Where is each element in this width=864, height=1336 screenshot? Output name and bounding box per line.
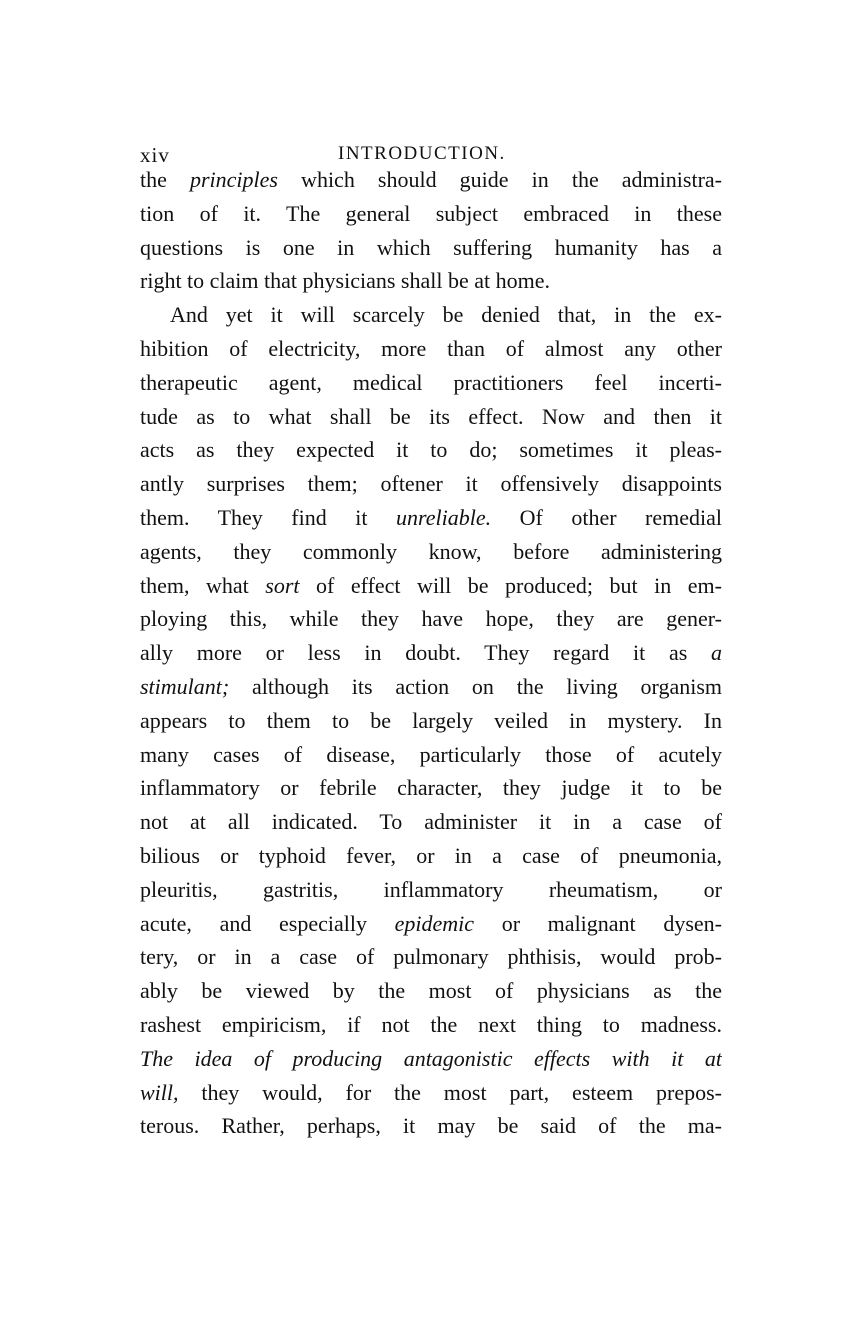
text-run: pleuritis, gastritis, inflammatory rheumatism, or (140, 876, 722, 902)
text-run: them, what (140, 572, 266, 598)
text-run: which should guide in the administra- (277, 167, 722, 192)
text-line (140, 298, 722, 332)
text-line (140, 704, 722, 738)
italic-text: will, (140, 1079, 179, 1105)
text-run: right to claim that physicians shall be at home. (140, 268, 550, 294)
italic-text: epidemic (394, 910, 475, 936)
text-run: terous. Rather, perhaps, it may be said of the ma- (140, 1113, 722, 1139)
text-line (140, 602, 722, 636)
text-line (140, 535, 722, 569)
text-line (140, 231, 722, 265)
text-run: acute, and especially (140, 910, 395, 936)
text-line (140, 738, 722, 772)
text-run: them. They find it (140, 504, 396, 530)
text-line (140, 264, 722, 298)
text-run: antly surprises them; oftener it offensively disappoints (140, 471, 722, 497)
running-title: INTRODUCTION. (338, 143, 506, 164)
italic-text: stimulant; (140, 673, 230, 699)
text-line (140, 366, 722, 400)
text-line (140, 636, 722, 670)
text-line (140, 873, 722, 907)
text-run: they would, for the most part, esteem prepos- (178, 1079, 722, 1105)
text-line (140, 467, 722, 501)
text-line (140, 805, 722, 839)
text-line (140, 1109, 722, 1143)
italic-text: unreliable. (395, 504, 492, 530)
text-run: agents, they commonly know, before administering (140, 538, 722, 564)
text-line (140, 433, 722, 467)
text-line (140, 907, 722, 941)
italic-text: a (711, 640, 722, 666)
text-run: appears to them to be largely veiled in mystery. In (140, 707, 722, 733)
text-line (140, 974, 722, 1008)
text-line (140, 1076, 722, 1110)
text-run: ploying this, while they have hope, they are gener- (140, 606, 722, 632)
text-run: many cases of disease, particularly those of acutely (140, 741, 722, 767)
text-run: tion of it. The general subject embraced in these (140, 200, 722, 226)
text-run: not at all indicated. To administer it in a case of (140, 809, 722, 835)
text-run: although its action on the living organism (229, 673, 722, 699)
text-run: ably be viewed by the most of physicians as the (140, 978, 722, 1004)
text-run: rashest empiricism, if not the next thing to madness. (140, 1011, 722, 1037)
text-run: or malignant dysen- (474, 910, 722, 936)
text-line (140, 839, 722, 873)
text-line (140, 569, 722, 603)
italic-text: principles (189, 167, 278, 192)
text-run: questions is one in which suffering humanity has a (140, 234, 722, 260)
text-line (140, 332, 722, 366)
page-number: xiv (140, 143, 170, 167)
text-line (140, 940, 722, 974)
text-run: ally more or less in doubt. They regard it as (140, 640, 711, 666)
text-line (140, 163, 722, 197)
text-line (140, 1008, 722, 1042)
text-line (140, 197, 722, 231)
italic-text: sort (265, 572, 300, 598)
text-run: therapeutic agent, medical practitioners feel incerti- (140, 369, 722, 395)
text-line (140, 771, 722, 805)
text-run: acts as they expected it to do; sometimes it pleas- (140, 437, 722, 463)
text-run: And yet it will scarcely be denied that, in the ex- (170, 302, 722, 328)
text-run: bilious or typhoid fever, or in a case of pneumonia, (140, 842, 722, 868)
text-run: of effect will be produced; but in em- (299, 572, 722, 598)
text-run: inflammatory or febrile character, they judge it to be (140, 775, 722, 801)
text-run: Of other remedial (491, 504, 722, 530)
text-run: tery, or in a case of pulmonary phthisis, would prob- (140, 944, 722, 970)
text-run: the (140, 167, 190, 192)
text-line (140, 501, 722, 535)
text-line (140, 1042, 722, 1076)
text-line (140, 400, 722, 434)
text-run: hibition of electricity, more than of almost any other (140, 335, 722, 361)
text-run: tude as to what shall be its effect. Now and then it (140, 403, 722, 429)
italic-text: The idea of producing antagonistic effects with it at (140, 1045, 722, 1071)
text-line (140, 670, 722, 704)
body-text (140, 163, 722, 1143)
